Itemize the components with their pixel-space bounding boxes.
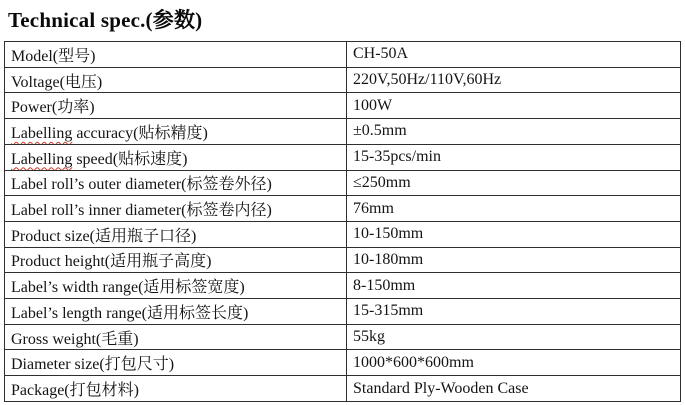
spec-label: Voltage(电压) <box>11 73 103 91</box>
table-row <box>5 67 681 93</box>
spec-value-cell <box>347 67 681 93</box>
spec-value-cell <box>347 299 681 325</box>
spec-label: Product height(适用瓶子高度) <box>11 253 212 271</box>
table-row <box>5 376 681 402</box>
spec-value: 10-150mm <box>353 225 424 243</box>
table-row <box>5 119 681 145</box>
spec-label-cell <box>5 273 347 299</box>
spec-value-cell <box>347 93 681 119</box>
table-row <box>5 324 681 350</box>
spec-label-cell <box>5 144 347 170</box>
table-row <box>5 247 681 273</box>
spec-value-cell <box>347 247 681 273</box>
spec-value: 8-150mm <box>353 276 416 294</box>
table-row <box>5 170 681 196</box>
spec-value: 55kg <box>353 328 385 346</box>
table-row <box>5 273 681 299</box>
spec-label-cell <box>5 299 347 325</box>
misspelled-word: Labelling <box>11 150 73 168</box>
spec-value-cell <box>347 221 681 247</box>
table-row <box>5 350 681 376</box>
spec-value: ±0.5mm <box>353 122 407 140</box>
spec-value: 100W <box>353 96 393 114</box>
spec-value-cell <box>347 170 681 196</box>
spec-label: Gross weight(毛重) <box>11 330 139 348</box>
spec-value: 76mm <box>353 199 394 217</box>
spec-value-cell <box>347 273 681 299</box>
page-title: Technical spec.(参数) <box>8 8 203 32</box>
table-row <box>5 196 681 222</box>
spec-value-cell <box>347 119 681 145</box>
spec-value-cell <box>347 376 681 402</box>
spec-label: Product size(适用瓶子口径) <box>11 227 197 245</box>
spec-value: 220V,50Hz/110V,60Hz <box>353 71 502 89</box>
spec-label: Package(打包材料) <box>11 382 139 400</box>
misspelled-word: Labelling <box>11 124 73 142</box>
spec-label: Label’s length range(适用标签长度) <box>11 304 249 322</box>
spec-value-cell <box>347 42 681 68</box>
spec-value-cell <box>347 324 681 350</box>
spec-value: ≤250mm <box>353 173 411 191</box>
spec-value: 1000*600*600mm <box>353 353 474 371</box>
spec-value-cell <box>347 144 681 170</box>
spec-table <box>4 41 681 402</box>
table-row <box>5 299 681 325</box>
spec-label-cell <box>5 376 347 402</box>
spec-value: Standard Ply-Wooden Case <box>353 379 529 397</box>
spec-value: 15-35pcs/min <box>353 148 441 166</box>
spec-label-cell <box>5 93 347 119</box>
spec-label-cell <box>5 324 347 350</box>
spec-value: 15-315mm <box>353 302 424 320</box>
spec-label: Label’s width range(适用标签宽度) <box>11 279 245 297</box>
spec-label-cell <box>5 247 347 273</box>
spec-value: CH-50A <box>353 45 409 63</box>
spec-label-cell <box>5 67 347 93</box>
spec-label: accuracy(贴标精度) <box>72 124 208 142</box>
spec-value-cell <box>347 350 681 376</box>
spec-label: speed(贴标速度) <box>72 150 188 168</box>
spec-label: Label roll’s inner diameter(标签卷内径) <box>11 202 272 220</box>
spec-value-cell <box>347 196 681 222</box>
spec-label: Model(型号) <box>11 47 96 65</box>
spec-label-cell <box>5 170 347 196</box>
spec-label-cell <box>5 42 347 68</box>
spec-label: Diameter size(打包尺寸) <box>11 356 175 374</box>
table-row <box>5 93 681 119</box>
table-row <box>5 221 681 247</box>
spec-label: Power(功率) <box>11 99 95 117</box>
spec-value: 10-180mm <box>353 250 424 268</box>
table-row <box>5 144 681 170</box>
spec-label: Label roll’s outer diameter(标签卷外径) <box>11 176 272 194</box>
spec-label-cell <box>5 119 347 145</box>
spec-label-cell <box>5 221 347 247</box>
spec-label-cell <box>5 350 347 376</box>
spec-label-cell <box>5 196 347 222</box>
table-row <box>5 42 681 68</box>
